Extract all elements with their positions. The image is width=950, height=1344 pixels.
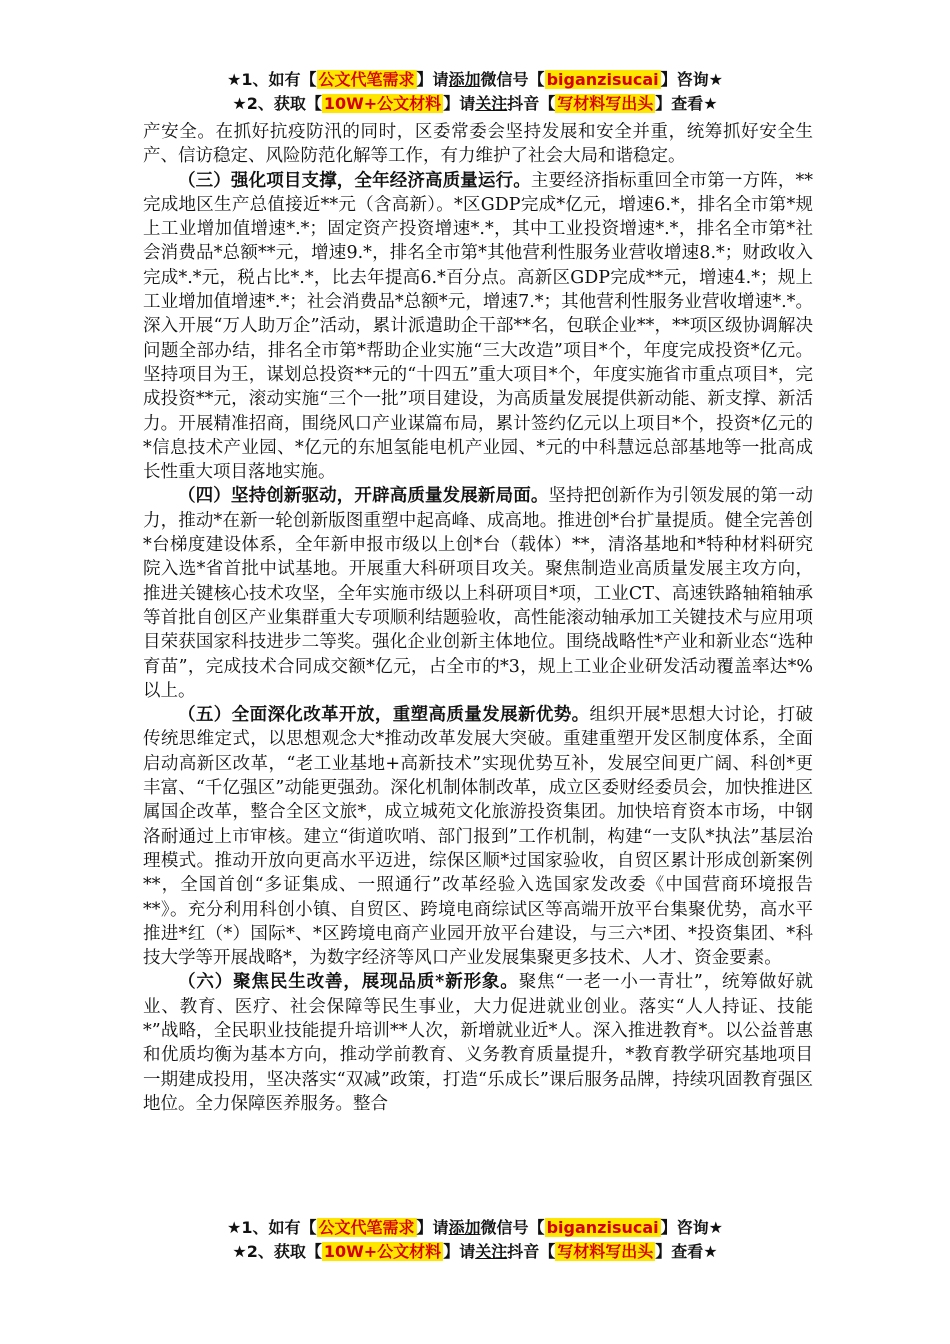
highlight-wechat-id: biganzisucai [546, 1218, 659, 1237]
highlight-materials: 10W+公文材料 [323, 94, 442, 113]
paragraph-section-5: （五）全面深化改革开放，重塑高质量发展新优势。组织开展*思想大讨论，打破传统思维定式，以思想观念大*推动改革发展大突破。重建重塑开发区制度体系，全面启动高新区改革，“老工业基地+高新技术”实现优势互补，发展空间更广阔、科创*更丰富、“千亿强区”动能更强劲。深化机制体制改革，成立区委财经委员会，加快推进区属国企改革，整合全区文旅*，成立城苑文化旅游投资集团。加快培育资本市场，中钢洛耐通过上市审核。建立“街道吹哨、部门报到”工作机制，构建“一支队*执法”基层治理模式。推动开放向更高水平迈进，综保区顺*过国家验收，自贸区累计形成创新案例**，全国首创“多证集成、一照通行”改革经验入选国家发改委《中国营商环境报告**》。充分利用科创小镇、自贸区、跨境电商综试区等高端开放平台集聚优势，高水平推进*红（*）国际*、*区跨境电商产业园开放平台建设，与三六*团、*投资集团、*科技大学等开展战略*，为数字经济等风口产业发展集聚更多技术、人才、资金要素。 [143, 705, 813, 969]
paragraph-continuation: 产安全。在抓好抗疫防汛的同时，区委常委会坚持发展和安全并重，统筹抓好安全生产、信访稳定、风险防范化解等工作，有力维护了社会大局和谐稳定。 [143, 122, 813, 167]
section-heading: （三）强化项目支撑，全年经济高质量运行。 [178, 170, 531, 191]
footer-promo-banner [0, 1216, 950, 1264]
section-heading: （五）全面深化改革开放，重塑高质量发展新优势。 [178, 705, 590, 726]
highlight-service: 公文代笔需求 [318, 1218, 415, 1237]
highlight-wechat-id: biganzisucai [546, 70, 659, 89]
highlight-service: 公文代笔需求 [318, 70, 415, 89]
paragraph-section-6: （六）聚焦民生改善，展现品质*新形象。聚焦“一老一小一青壮”，统筹做好就业、教育、医疗、社会保障等民生事业，大力促进就业创业。落实“人人持证、技能*”战略，全民职业技能提升培训**人次，新增就业近*人。深入推进教育*。以公益普惠和优质均衡为基本方向，推动学前教育、义务教育质量提升，*教育教学研究基地项目一期建成投用，坚决落实“双减”政策，打造“乐成长”课后服务品牌，持续巩固教育强区地位。全力保障医养服务。整合 [143, 972, 813, 1114]
section-heading: （四）坚持创新驱动，开辟高质量发展新局面。 [178, 486, 549, 507]
promo-line-1: ★1、如有【 公文代笔需求 】请添加微信号【 biganzisucai 】咨询★ [227, 70, 723, 89]
section-heading: （六）聚焦民生改善，展现品质*新形象。 [178, 972, 519, 993]
highlight-douyin-account: 写材料写出头 [557, 1242, 654, 1261]
paragraph-section-4: （四）坚持创新驱动，开辟高质量发展新局面。坚持把创新作为引领发展的第一动力，推动*在新一轮创新版图重塑中起高峰、成高地。推进创*台扩量提质。健全完善创*台梯度建设体系，全年新申报市级以上创*台（载体）**，清洛基地和*特种材料研究院入选*省首批中试基地。开展重大科研项目攻关。聚焦制造业高质量发展主攻方向，推进关键核心技术攻坚，全年实施市级以上科研项目*项，工业CT、高速铁路轴箱轴承等首批自创区产业集群重大专项顺利结题验收，高性能滚动轴承加工关键技术与应用项目荣获国家科技进步二等奖。强化企业创新主体地位。围绕战略性*产业和新业态“选种育苗”，完成技术合同成交额*亿元，占全市的*3，规上工业企业研发活动覆盖率达*%以上。 [143, 486, 813, 701]
highlight-materials: 10W+公文材料 [323, 1242, 442, 1261]
promo-line-2: ★2、获取【 10W+公文材料 】请关注抖音【 写材料写出头 】查看★ [232, 1242, 718, 1261]
highlight-douyin-account: 写材料写出头 [557, 94, 654, 113]
promo-line-2: ★2、获取【 10W+公文材料 】请关注抖音【 写材料写出头 】查看★ [232, 94, 718, 113]
header-promo-banner [0, 68, 950, 116]
paragraph-section-3: （三）强化项目支撑，全年经济高质量运行。主要经济指标重回全市第一方阵，**完成地区生产总值接近**元（含高新）。*区GDP完成*亿元，增速6.*，排名全市第*规上工业增加值增速*.*；固定资产投资增速*.*，其中工业投资增速*.*，排名全市第*社会消费品*总额**元，增速9.*，排名全市第*其他营利性服务业营收增速8.*；财政收入完成*.*元，税占比*.*，比去年提高6.*百分点。高新区GDP完成**元，增速4.*；规上工业增加值增速*.*；社会消费品*总额*元，增速7.*；其他营利性服务业营收增速*.*。深入开展“万人助万企”活动，累计派遣助企干部**名，包联企业**，**项区级协调解决问题全部办结，排名全市第*帮助企业实施“三大改造”项目*个，年度完成投资*亿元。坚持项目为王，谋划总投资**元的“十四五”重大项目*个，年度实施省市重点项目*，完成投资**元，滚动实施“三个一批”项目建设，为高质量发展提供新动能、新支撑、新活力。开展精准招商，围绕风口产业谋篇布局，累计签约亿元以上项目*个，投资*亿元的*信息技术产业园、*亿元的东旭氢能电机产业园、*元的中科慧远总部基地等一批高成长性重大项目落地实施。 [143, 170, 813, 483]
promo-line-1: ★1、如有【 公文代笔需求 】请添加微信号【 biganzisucai 】咨询★ [227, 1218, 723, 1237]
document-body [143, 120, 813, 1214]
